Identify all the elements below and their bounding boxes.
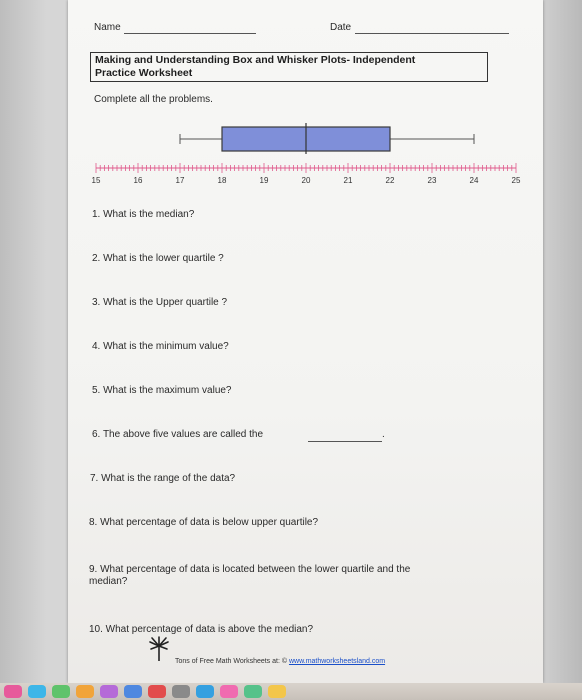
question-10: 10. What percentage of data is above the median? bbox=[89, 624, 314, 635]
tick-label: 20 bbox=[301, 176, 311, 185]
question-3: 3. What is the Upper quartile ? bbox=[92, 297, 228, 308]
dock-app-icon[interactable] bbox=[52, 685, 70, 698]
tick-label: 16 bbox=[133, 176, 143, 185]
worksheet-page bbox=[68, 0, 543, 683]
question-1: 1. What is the median? bbox=[92, 209, 195, 220]
question-7: 7. What is the range of the data? bbox=[90, 473, 236, 484]
question-9-line-1: 9. What percentage of data is located between the lower quartile and the bbox=[89, 564, 411, 575]
tick-label: 23 bbox=[427, 176, 437, 185]
tick-label: 21 bbox=[343, 176, 353, 185]
name-field[interactable] bbox=[124, 33, 256, 34]
question-4: 4. What is the minimum value? bbox=[92, 341, 229, 352]
dock-app-icon[interactable] bbox=[4, 685, 22, 698]
dock-app-icon[interactable] bbox=[220, 685, 238, 698]
tick-label: 25 bbox=[511, 176, 521, 185]
tick-label: 19 bbox=[259, 176, 269, 185]
date-label: Date bbox=[330, 22, 352, 33]
dock-app-icon[interactable] bbox=[244, 685, 262, 698]
box-plot-chart bbox=[86, 118, 526, 190]
question-9-line-2: median? bbox=[89, 576, 128, 587]
worksheet-title bbox=[90, 52, 488, 82]
taskbar-dock bbox=[0, 683, 582, 700]
date-field[interactable] bbox=[355, 33, 509, 34]
dock-app-icon[interactable] bbox=[28, 685, 46, 698]
palm-tree-logo bbox=[148, 636, 170, 662]
question-6-answer-line[interactable] bbox=[308, 441, 382, 442]
tick-label: 17 bbox=[175, 176, 185, 185]
tick-label: 24 bbox=[469, 176, 479, 185]
question-6-period: . bbox=[382, 429, 385, 440]
question-5: 5. What is the maximum value? bbox=[92, 385, 232, 396]
tick-label: 18 bbox=[217, 176, 227, 185]
question-8: 8. What percentage of data is below upper quartile? bbox=[89, 517, 319, 528]
dock-app-icon[interactable] bbox=[268, 685, 286, 698]
footer-credit: Tons of Free Math Worksheets at: © www.mathworksheetsland.com bbox=[175, 658, 386, 665]
dock-app-icon[interactable] bbox=[196, 685, 214, 698]
name-label: Name bbox=[94, 22, 121, 33]
instructions: Complete all the problems. bbox=[94, 94, 213, 105]
dock-app-icon[interactable] bbox=[124, 685, 142, 698]
tick-label: 15 bbox=[91, 176, 101, 185]
dock-app-icon[interactable] bbox=[148, 685, 166, 698]
question-6: 6. The above five values are called the bbox=[92, 429, 264, 440]
dock-app-icon[interactable] bbox=[100, 685, 118, 698]
title-line-2: Practice Worksheet bbox=[95, 67, 193, 79]
title-line-1: Making and Understanding Box and Whisker Plots- Independent bbox=[95, 54, 416, 66]
dock-app-icon[interactable] bbox=[76, 685, 94, 698]
tick-label: 22 bbox=[385, 176, 395, 185]
question-2: 2. What is the lower quartile ? bbox=[92, 253, 224, 264]
footer-link[interactable]: www.mathworksheetsland.com bbox=[288, 658, 386, 665]
dock-app-icon[interactable] bbox=[172, 685, 190, 698]
